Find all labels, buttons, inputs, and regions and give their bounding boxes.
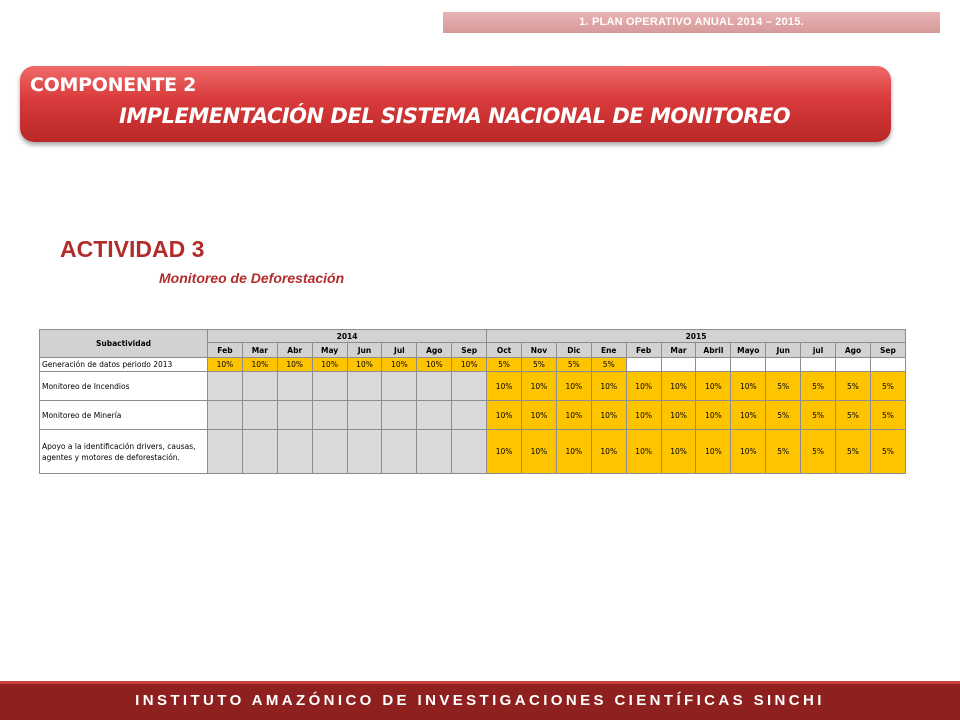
percent-cell: 10% [661,372,696,401]
table-row [40,401,906,430]
percent-cell: 10% [696,430,731,474]
month-header: May [312,343,347,358]
month-header: Abr [277,343,312,358]
percent-cell: 5% [487,358,522,372]
month-header: Jun [766,343,801,358]
percent-cell: 10% [661,401,696,430]
percent-cell [452,372,487,401]
percent-cell: 10% [661,430,696,474]
year-2015-header: 2015 [487,330,906,343]
percent-cell [417,372,452,401]
month-header: Dic [556,343,591,358]
percent-cell: 10% [452,358,487,372]
percent-cell [242,430,277,474]
percent-cell [766,358,801,372]
component-title: IMPLEMENTACIÓN DEL SISTEMA NACIONAL DE MONITOREO [119,104,791,128]
percent-cell: 10% [626,372,661,401]
percent-cell [417,401,452,430]
activity-title: ACTIVIDAD 3 [60,236,205,262]
percent-cell [347,430,382,474]
percent-cell [661,358,696,372]
month-header: Oct [487,343,522,358]
percent-cell: 10% [242,358,277,372]
percent-cell: 10% [626,430,661,474]
percent-cell: 10% [731,430,766,474]
subactivity-name: Monitoreo de Incendios [40,372,208,401]
component-number: COMPONENTE 2 [30,74,197,96]
percent-cell [452,430,487,474]
percent-cell: 5% [801,372,836,401]
table-row [40,358,906,372]
month-header: Feb [626,343,661,358]
percent-cell: 10% [417,358,452,372]
percent-cell: 10% [731,372,766,401]
month-header: Feb [208,343,243,358]
percent-cell [382,372,417,401]
month-header: Sep [452,343,487,358]
month-header: Mar [661,343,696,358]
percent-cell [382,401,417,430]
month-header: Mar [242,343,277,358]
percent-cell: 10% [522,372,557,401]
percent-cell: 10% [522,430,557,474]
month-header: Nov [522,343,557,358]
month-header: Jun [347,343,382,358]
percent-cell: 5% [836,401,871,430]
percent-cell: 10% [556,430,591,474]
subactivity-name: Apoyo a la identificación drivers, causas, agentes y motores de deforestación. [40,430,208,474]
percent-cell [731,358,766,372]
percent-cell: 5% [870,401,905,430]
percent-cell [242,372,277,401]
year-2014-header: 2014 [208,330,487,343]
footer-bar [0,681,960,720]
percent-cell [277,372,312,401]
percent-cell: 10% [347,358,382,372]
month-header: Ago [417,343,452,358]
percent-cell: 5% [801,430,836,474]
percent-cell: 10% [522,401,557,430]
percent-cell [208,372,243,401]
percent-cell [382,430,417,474]
percent-cell [417,430,452,474]
percent-cell [696,358,731,372]
percent-cell [312,372,347,401]
percent-cell: 5% [836,372,871,401]
percent-cell: 5% [870,372,905,401]
month-header: Sep [870,343,905,358]
year-header-row [40,330,906,343]
percent-cell: 10% [696,401,731,430]
percent-cell: 5% [801,401,836,430]
percent-cell: 5% [870,430,905,474]
percent-cell: 5% [766,430,801,474]
percent-cell [242,401,277,430]
percent-cell: 10% [591,372,626,401]
percent-cell [870,358,905,372]
subactivity-name: Monitoreo de Minería [40,401,208,430]
percent-cell [312,401,347,430]
table-row [40,372,906,401]
month-header: Mayo [731,343,766,358]
percent-cell: 10% [277,358,312,372]
percent-cell: 10% [556,401,591,430]
subactivity-name: Generación de datos periodo 2013 [40,358,208,372]
percent-cell [208,430,243,474]
percent-cell: 5% [591,358,626,372]
schedule-table [39,329,906,474]
percent-cell: 10% [591,430,626,474]
month-header: Jul [382,343,417,358]
percent-cell: 5% [522,358,557,372]
percent-cell: 10% [696,372,731,401]
subactividad-header: Subactividad [40,330,208,358]
percent-cell: 10% [208,358,243,372]
table-row [40,430,906,474]
percent-cell [277,430,312,474]
percent-cell: 10% [382,358,417,372]
institution-name: INSTITUTO AMAZÓNICO DE INVESTIGACIONES CIENTÍFICAS SINCHI [135,692,825,709]
percent-cell: 10% [626,401,661,430]
percent-cell: 10% [591,401,626,430]
percent-cell: 10% [487,430,522,474]
month-header: Ene [591,343,626,358]
percent-cell [626,358,661,372]
month-header: Ago [836,343,871,358]
percent-cell: 5% [766,401,801,430]
percent-cell [347,372,382,401]
percent-cell [208,401,243,430]
percent-cell [312,430,347,474]
percent-cell [347,401,382,430]
month-header: Abril [696,343,731,358]
percent-cell: 10% [487,372,522,401]
percent-cell: 10% [731,401,766,430]
percent-cell [452,401,487,430]
percent-cell [836,358,871,372]
percent-cell: 5% [556,358,591,372]
activity-subtitle: Monitoreo de Deforestación [159,270,345,286]
plan-banner: 1. PLAN OPERATIVO ANUAL 2014 – 2015. [443,12,940,33]
month-header: jul [801,343,836,358]
percent-cell [801,358,836,372]
percent-cell [277,401,312,430]
percent-cell: 10% [312,358,347,372]
percent-cell: 5% [766,372,801,401]
component-header-box [20,66,891,142]
percent-cell: 5% [836,430,871,474]
percent-cell: 10% [487,401,522,430]
percent-cell: 10% [556,372,591,401]
